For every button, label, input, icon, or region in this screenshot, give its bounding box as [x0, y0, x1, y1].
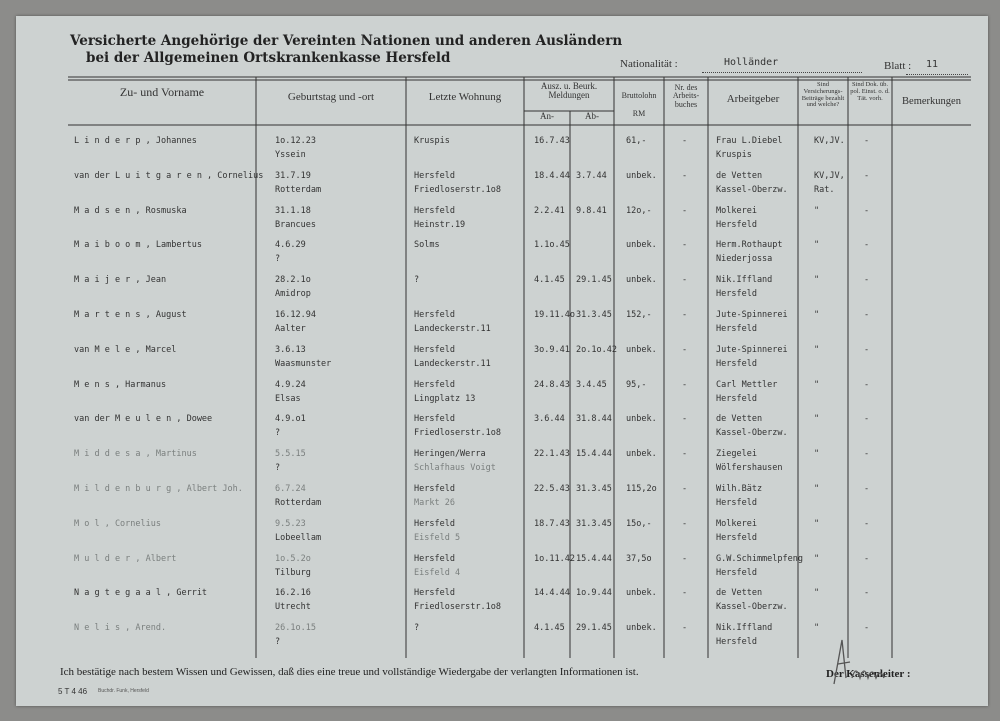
row-5-book: -	[682, 275, 688, 286]
row-13-emp2: Hersfeld	[716, 567, 757, 578]
row-2-book: -	[682, 170, 688, 181]
row-15-wage: unbek.	[626, 623, 657, 634]
row-3-ins: "	[814, 205, 820, 216]
row-1-birth1: 1o.12.23	[275, 136, 316, 146]
column-header-workbook: Nr. des Arbeits-buches	[672, 83, 700, 109]
row-4-book: -	[682, 240, 688, 251]
row-13-res2: Eisfeld 4	[414, 567, 461, 578]
column-header-wage: Bruttolohn	[621, 91, 657, 100]
column-header-remarks: Bemerkungen	[902, 96, 961, 107]
row-12-birth2: Lobeellam	[275, 532, 322, 543]
column-header-documents: Sind Dok. üb. pol. Einst. o. d. Tät. vorh.	[850, 81, 890, 102]
row-2-doc: -	[864, 170, 870, 181]
row-11-birth1: 6.7.24	[275, 484, 306, 494]
row-5-wage: unbek.	[626, 275, 657, 286]
row-10-in: 22.1.43	[534, 449, 570, 460]
row-6-wage: 152,-	[626, 310, 652, 320]
row-8-res1: Hersfeld	[414, 379, 455, 390]
row-4-doc: -	[864, 240, 870, 251]
row-9-wage: unbek.	[626, 414, 657, 425]
row-2-ins2: Rat.	[814, 184, 835, 195]
row-10-wage: unbek.	[626, 449, 657, 460]
row-8-birth2: Elsas	[275, 393, 301, 404]
row-5-birth1: 28.2.1o	[275, 275, 311, 286]
row-11-ins: "	[814, 484, 820, 494]
row-3-book: -	[682, 205, 688, 216]
row-13-out: 15.4.44	[576, 553, 612, 564]
row-4-emp2: Niederjossa	[716, 254, 773, 265]
row-1-doc: -	[864, 136, 870, 146]
row-6-emp2: Hersfeld	[716, 324, 757, 334]
row-13-ins: "	[814, 553, 820, 564]
column-header-employer: Arbeitgeber	[726, 93, 780, 105]
row-6-res1: Hersfeld	[414, 310, 455, 320]
form-title-line2: bei der Allgemeinen Ortskrankenkasse Hersfeld	[86, 50, 451, 66]
row-1-res1: Kruspis	[414, 136, 450, 146]
row-3-birth1: 31.1.18	[275, 205, 311, 216]
row-12-book: -	[682, 518, 688, 529]
row-1-emp2: Kruspis	[716, 150, 752, 160]
row-8-ins: "	[814, 379, 820, 390]
row-1-ins: KV,JV.	[814, 136, 845, 146]
row-9-name: van der M e u l e n , Dowee	[74, 414, 213, 425]
row-12-emp1: Molkerei	[716, 518, 757, 529]
row-1-emp1: Frau L.Diebel	[716, 136, 783, 146]
row-9-res2: Friedloserstr.1o8	[414, 428, 501, 439]
row-4-ins: "	[814, 240, 820, 251]
row-7-doc: -	[864, 344, 870, 355]
signature-image	[828, 634, 890, 688]
row-3-emp1: Molkerei	[716, 205, 757, 216]
form-printer-note: Buchdr. Funk, Hersfeld	[98, 688, 149, 694]
row-5-out: 29.1.45	[576, 275, 612, 286]
sheet-line	[906, 74, 968, 75]
column-header-insurance: Sind Versicherungs-Beiträge bezahlt und welche?	[801, 81, 845, 109]
row-3-res2: Heinstr.19	[414, 219, 466, 230]
row-9-res1: Hersfeld	[414, 414, 455, 425]
row-6-res2: Landeckerstr.11	[414, 324, 491, 334]
row-14-out: 1o.9.44	[576, 588, 612, 599]
row-11-emp2: Hersfeld	[716, 498, 757, 508]
row-7-birth2: Waasmunster	[275, 358, 332, 369]
row-5-emp1: Nik.Iffland	[716, 275, 773, 286]
column-header-residence: Letzte Wohnung	[428, 91, 502, 103]
row-11-doc: -	[864, 484, 870, 494]
row-12-emp2: Hersfeld	[716, 532, 757, 543]
row-11-name: M i l d e n b u r g , Albert Joh.	[74, 484, 243, 494]
form-sheet	[16, 16, 988, 706]
row-15-out: 29.1.45	[576, 623, 612, 634]
row-1-name: L i n d e r p , Johannes	[74, 136, 197, 146]
row-13-book: -	[682, 553, 688, 564]
row-13-in: 1o.11.42	[534, 553, 575, 564]
row-7-out: 2o.1o.42	[576, 344, 617, 355]
row-10-name: M i d d e s a , Martinus	[74, 449, 197, 460]
row-13-doc: -	[864, 553, 870, 564]
declaration-text: Ich bestätige nach bestem Wissen und Gewissen, daß dies eine treue und vollständige Wiedergabe der verlangten Informationen ist.	[60, 666, 639, 678]
row-15-ins: "	[814, 623, 820, 634]
row-14-res1: Hersfeld	[414, 588, 455, 599]
row-6-book: -	[682, 310, 688, 320]
row-2-in: 18.4.44	[534, 170, 570, 181]
row-2-res2: Friedloserstr.1o8	[414, 184, 501, 195]
sheet-value: 11	[926, 59, 939, 70]
row-13-birth2: Tilburg	[275, 567, 311, 578]
row-14-name: N a g t e g a a l , Gerrit	[74, 588, 208, 599]
row-6-birth2: Aalter	[275, 324, 306, 334]
row-15-doc: -	[864, 623, 870, 634]
row-12-out: 31.3.45	[576, 518, 612, 529]
row-2-emp1: de Vetten	[716, 170, 763, 181]
row-9-book: -	[682, 414, 688, 425]
row-2-birth1: 31.7.19	[275, 170, 311, 181]
row-6-doc: -	[864, 310, 870, 320]
row-14-emp2: Kassel-Oberzw.	[716, 602, 788, 613]
row-2-name: van der L u i t g a r e n , Cornelius	[74, 170, 264, 181]
row-10-emp1: Ziegelei	[716, 449, 757, 460]
row-11-birth2: Rotterdam	[275, 498, 322, 508]
row-11-out: 31.3.45	[576, 484, 612, 494]
row-4-res1: Solms	[414, 240, 440, 251]
row-8-doc: -	[864, 379, 870, 390]
row-7-book: -	[682, 344, 688, 355]
row-9-in: 3.6.44	[534, 414, 565, 425]
row-10-ins: "	[814, 449, 820, 460]
row-2-out: 3.7.44	[576, 170, 607, 181]
row-9-birth2: ?	[275, 428, 281, 439]
row-9-emp1: de Vetten	[716, 414, 763, 425]
row-13-birth1: 1o.5.2o	[275, 553, 311, 564]
row-15-name: N e l i s , Arend.	[74, 623, 167, 634]
row-12-doc: -	[864, 518, 870, 529]
form-number: 5 T 4 46	[58, 687, 88, 696]
form-title-line1: Versicherte Angehörige der Vereinten Nationen und anderen Ausländern	[70, 33, 623, 49]
row-10-birth2: ?	[275, 463, 281, 474]
row-15-res1: ?	[414, 623, 420, 634]
column-header-reg-in: An-	[540, 111, 554, 121]
row-2-birth2: Rotterdam	[275, 184, 322, 195]
column-header-name: Zu- und Vorname	[119, 85, 205, 99]
row-13-wage: 37,5o	[626, 553, 652, 564]
row-7-emp1: Jute-Spinnerei	[716, 344, 788, 355]
row-6-ins: "	[814, 310, 820, 320]
row-8-in: 24.8.43	[534, 379, 570, 390]
row-10-emp2: Wölfershausen	[716, 463, 783, 474]
row-15-birth2: ?	[275, 637, 281, 648]
row-15-book: -	[682, 623, 688, 634]
row-5-name: M a i j e r , Jean	[74, 275, 167, 286]
row-14-ins: "	[814, 588, 820, 599]
row-1-book: -	[682, 136, 688, 146]
row-5-birth2: Amidrop	[275, 289, 311, 300]
row-10-book: -	[682, 449, 688, 460]
row-7-in: 3o.9.41	[534, 344, 570, 355]
row-5-in: 4.1.45	[534, 275, 565, 286]
row-10-res2: Schlafhaus Voigt	[414, 463, 496, 474]
row-1-birth2: Yssein	[275, 150, 306, 160]
row-11-wage: 115,2o	[626, 484, 657, 494]
row-14-emp1: de Vetten	[716, 588, 763, 599]
row-12-res1: Hersfeld	[414, 518, 455, 529]
row-8-book: -	[682, 379, 688, 390]
row-7-res1: Hersfeld	[414, 344, 455, 355]
row-4-birth2: ?	[275, 254, 281, 265]
row-7-name: van M e l e , Marcel	[74, 344, 177, 355]
row-12-in: 18.7.43	[534, 518, 570, 529]
table-grid	[16, 16, 988, 706]
row-14-book: -	[682, 588, 688, 599]
row-9-ins: "	[814, 414, 820, 425]
row-3-birth2: Brancues	[275, 219, 316, 230]
row-6-in: 19.11.4o	[534, 310, 575, 320]
row-8-name: M e n s , Harmanus	[74, 379, 167, 390]
row-11-res1: Hersfeld	[414, 484, 455, 494]
row-13-emp1: G.W.Schimmelpfeng	[716, 553, 803, 564]
nationality-value: Holländer	[724, 57, 779, 68]
row-15-emp2: Hersfeld	[716, 637, 757, 648]
row-3-res1: Hersfeld	[414, 205, 455, 216]
row-12-res2: Eisfeld 5	[414, 532, 461, 543]
row-1-wage: 61,-	[626, 136, 647, 146]
row-4-in: 1.1o.45	[534, 240, 570, 251]
row-3-emp2: Hersfeld	[716, 219, 757, 230]
row-3-out: 9.8.41	[576, 205, 607, 216]
row-8-emp1: Carl Mettler	[716, 379, 778, 390]
row-14-doc: -	[864, 588, 870, 599]
row-14-in: 14.4.44	[534, 588, 570, 599]
row-10-out: 15.4.44	[576, 449, 612, 460]
row-5-doc: -	[864, 275, 870, 286]
row-12-ins: "	[814, 518, 820, 529]
row-9-doc: -	[864, 414, 870, 425]
row-8-out: 3.4.45	[576, 379, 607, 390]
row-15-in: 4.1.45	[534, 623, 565, 634]
row-9-birth1: 4.9.o1	[275, 414, 306, 425]
sheet-label: Blatt :	[884, 60, 912, 72]
row-7-birth1: 3.6.13	[275, 344, 306, 355]
row-14-res2: Friedloserstr.1o8	[414, 602, 501, 613]
row-3-wage: 12o,-	[626, 205, 652, 216]
row-6-out: 31.3.45	[576, 310, 612, 320]
row-3-name: M a d s e n , Rosmuska	[74, 205, 187, 216]
column-header-birth: Geburtstag und -ort	[287, 91, 375, 103]
row-8-birth1: 4.9.24	[275, 379, 306, 390]
row-14-birth1: 16.2.16	[275, 588, 311, 599]
row-9-emp2: Kassel-Oberzw.	[716, 428, 788, 439]
row-5-ins: "	[814, 275, 820, 286]
nationality-line	[702, 72, 862, 73]
row-15-emp1: Nik.Iffland	[716, 623, 773, 634]
column-header-wage-unit: RM	[632, 109, 646, 118]
row-5-res1: ?	[414, 275, 420, 286]
row-1-in: 16.7.43	[534, 136, 570, 146]
row-3-in: 2.2.41	[534, 205, 565, 216]
nationality-label: Nationalität :	[620, 58, 678, 70]
row-12-wage: 15o,-	[626, 518, 652, 529]
signer-label: Der Kassenleiter :	[826, 668, 911, 680]
row-4-birth1: 4.6.29	[275, 240, 306, 251]
row-11-res2: Markt 26	[414, 498, 455, 508]
column-header-reg-out: Ab-	[585, 111, 599, 121]
row-8-res2: Lingplatz 13	[414, 393, 476, 404]
row-15-birth1: 26.1o.15	[275, 623, 316, 634]
row-9-out: 31.8.44	[576, 414, 612, 425]
row-5-emp2: Hersfeld	[716, 289, 757, 300]
row-4-name: M a i b o o m , Lambertus	[74, 240, 202, 251]
row-4-emp1: Herm.Rothaupt	[716, 240, 783, 251]
row-10-birth1: 5.5.15	[275, 449, 306, 460]
row-7-res2: Landeckerstr.11	[414, 358, 491, 369]
row-2-res1: Hersfeld	[414, 170, 455, 181]
column-header-registration: Ausz. u. Beurk. Meldungen	[540, 81, 598, 101]
row-7-emp2: Hersfeld	[716, 358, 757, 369]
row-13-res1: Hersfeld	[414, 553, 455, 564]
row-2-ins: KV,JV,	[814, 170, 845, 181]
row-11-book: -	[682, 484, 688, 494]
row-2-emp2: Kassel-Oberzw.	[716, 184, 788, 195]
row-14-wage: unbek.	[626, 588, 657, 599]
row-10-doc: -	[864, 449, 870, 460]
row-11-emp1: Wilh.Bätz	[716, 484, 763, 494]
row-8-emp2: Hersfeld	[716, 393, 757, 404]
row-13-name: M u l d e r , Albert	[74, 553, 177, 564]
row-12-birth1: 9.5.23	[275, 518, 306, 529]
row-6-name: M a r t e n s , August	[74, 310, 187, 320]
row-11-in: 22.5.43	[534, 484, 570, 494]
row-7-ins: "	[814, 344, 820, 355]
row-14-birth2: Utrecht	[275, 602, 311, 613]
row-3-doc: -	[864, 205, 870, 216]
row-12-name: M o l , Cornelius	[74, 518, 161, 529]
row-7-wage: unbek.	[626, 344, 657, 355]
row-10-res1: Heringen/Werra	[414, 449, 486, 460]
row-8-wage: 95,-	[626, 379, 647, 390]
row-6-emp1: Jute-Spinnerei	[716, 310, 788, 320]
row-4-wage: unbek.	[626, 240, 657, 251]
row-6-birth1: 16.12.94	[275, 310, 316, 320]
row-2-wage: unbek.	[626, 170, 657, 181]
